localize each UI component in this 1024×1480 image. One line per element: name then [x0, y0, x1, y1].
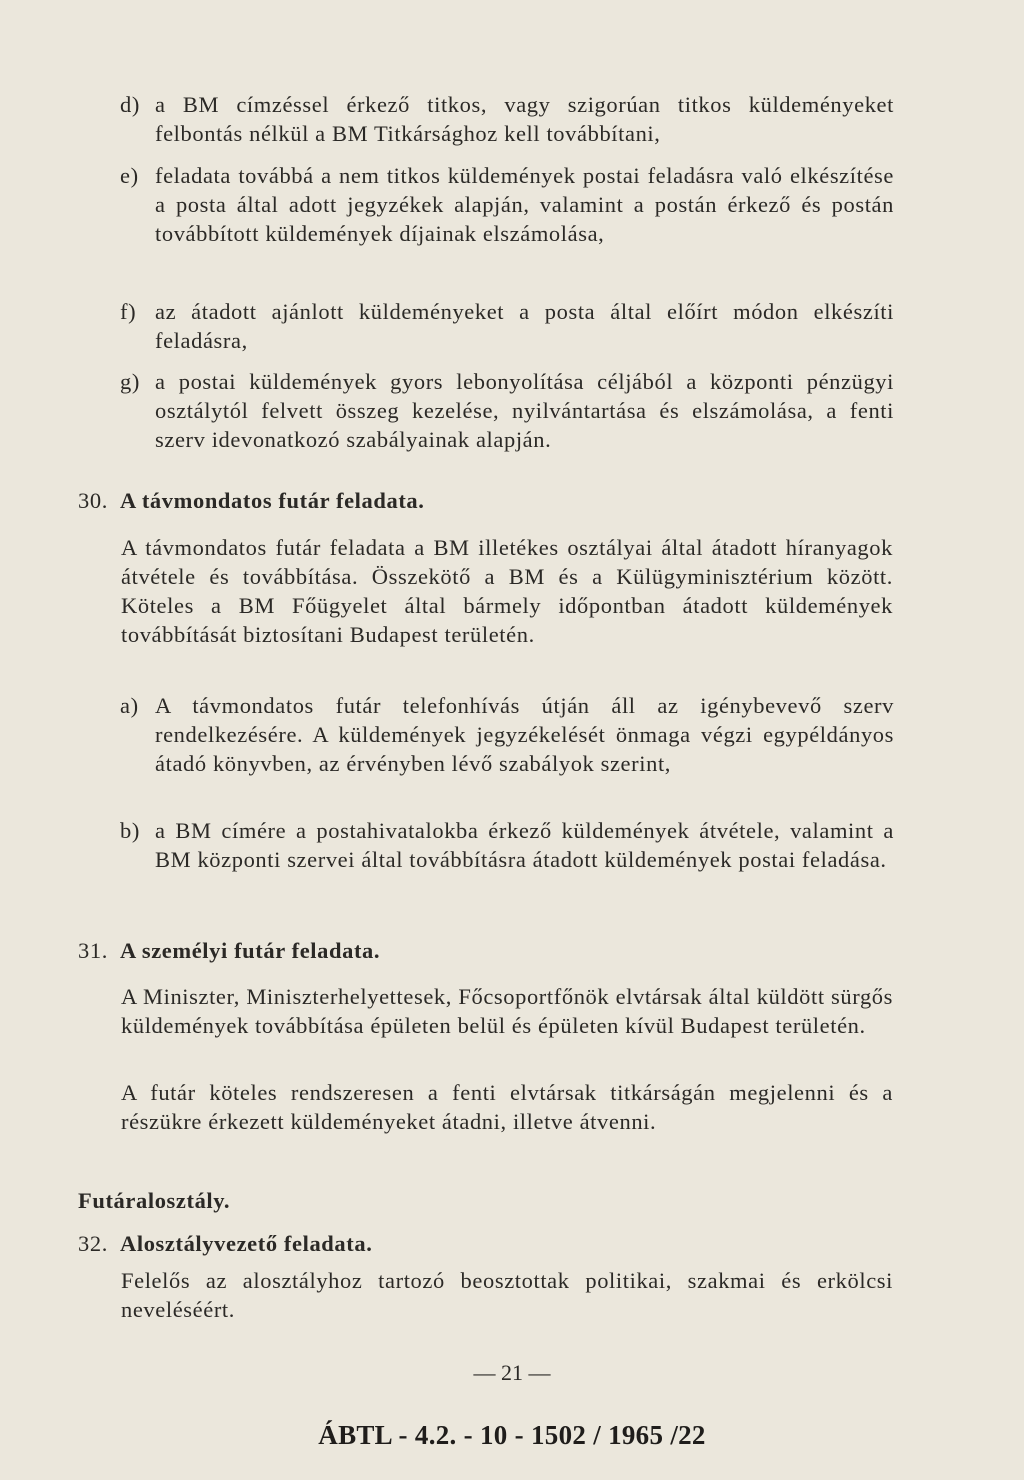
item-label: a): [120, 693, 139, 718]
item-label: g): [120, 369, 140, 394]
item-label: d): [120, 92, 140, 117]
subdivision-heading: Futáralosztály.: [78, 1188, 231, 1213]
section-number: 31.: [78, 938, 108, 963]
section-title: A személyi futár feladata.: [120, 938, 381, 963]
item-label: f): [120, 299, 137, 324]
page-number: — 21 —: [473, 1360, 551, 1385]
list-item-a: [120, 691, 894, 778]
section-number: 30.: [78, 488, 108, 513]
section-31-paragraph-2: A futár köteles rendszeresen a fenti elvtársak titkárságán megjelenni és a részükre érkezett küldeményeket átadni, illetve átvenni.: [121, 1080, 893, 1134]
list-item-e: [120, 161, 894, 248]
section-31-paragraph-1: A Miniszter, Miniszterhelyettesek, Főcsoportfőnök elvtársak által küldött sürgős küldemények továbbítása épületen belül és épületen kívül Budapest területén.: [121, 984, 893, 1038]
item-label: e): [120, 163, 139, 188]
section-31-heading: [78, 936, 380, 965]
item-text: a postai küldemények gyors lebonyolítása céljából a központi pénzügyi osztálytól felvett összeg kezelése, nyilvántartása és elszámolása, a fenti szerv idevonatkozó szabályainak alapján.: [155, 369, 894, 452]
section-32-paragraph: Felelős az alosztályhoz tartozó beosztottak politikai, szakmai és erkölcsi neveléséért.: [121, 1268, 893, 1322]
item-text: a BM címére a postahivatalokba érkező küldemények átvétele, valamint a BM központi szervei által továbbításra átadott küldemények postai feladása.: [155, 818, 894, 872]
list-item-g: [120, 367, 894, 454]
list-item-b: [120, 816, 894, 874]
item-label: b): [120, 818, 140, 843]
section-30-paragraph: A távmondatos futár feladata a BM illetékes osztályai által átadott híranyagok átvétele és továbbítása. Összekötő a BM és a Külügyminisztérium között. Köteles a BM Főügyelet által bármely időpontban átadott küldemények továbbítását biztosítani Budapest területén.: [121, 535, 893, 647]
list-item-d: [120, 90, 894, 148]
section-number: 32.: [78, 1231, 108, 1256]
section-title: A távmondatos futár feladata.: [120, 488, 425, 513]
item-text: feladata továbbá a nem titkos küldemények postai feladásra való elkészítése a posta által adott jegyzékek alapján, valamint a postán érkező és postán továbbított küldemények díjainak elszámolása,: [155, 163, 894, 246]
section-32-heading: [78, 1229, 372, 1258]
list-item-f: [120, 297, 894, 355]
archive-reference: ÁBTL - 4.2. - 10 - 1502 / 1965 /22: [318, 1420, 706, 1450]
section-30-heading: [78, 486, 424, 515]
section-title: Alosztályvezető feladata.: [120, 1231, 373, 1256]
item-text: A távmondatos futár telefonhívás útján áll az igénybevevő szerv rendelkezésére. A küldemények jegyzékelését önmaga végzi egypéldányos átadó könyvben, az érvényben lévő szabályok szerint,: [155, 693, 894, 776]
item-text: az átadott ajánlott küldeményeket a posta által előírt módon elkészíti feladásra,: [155, 299, 894, 353]
item-text: a BM címzéssel érkező titkos, vagy szigorúan titkos küldeményeket felbontás nélkül a BM Titkársághoz kell továbbítani,: [155, 92, 894, 146]
